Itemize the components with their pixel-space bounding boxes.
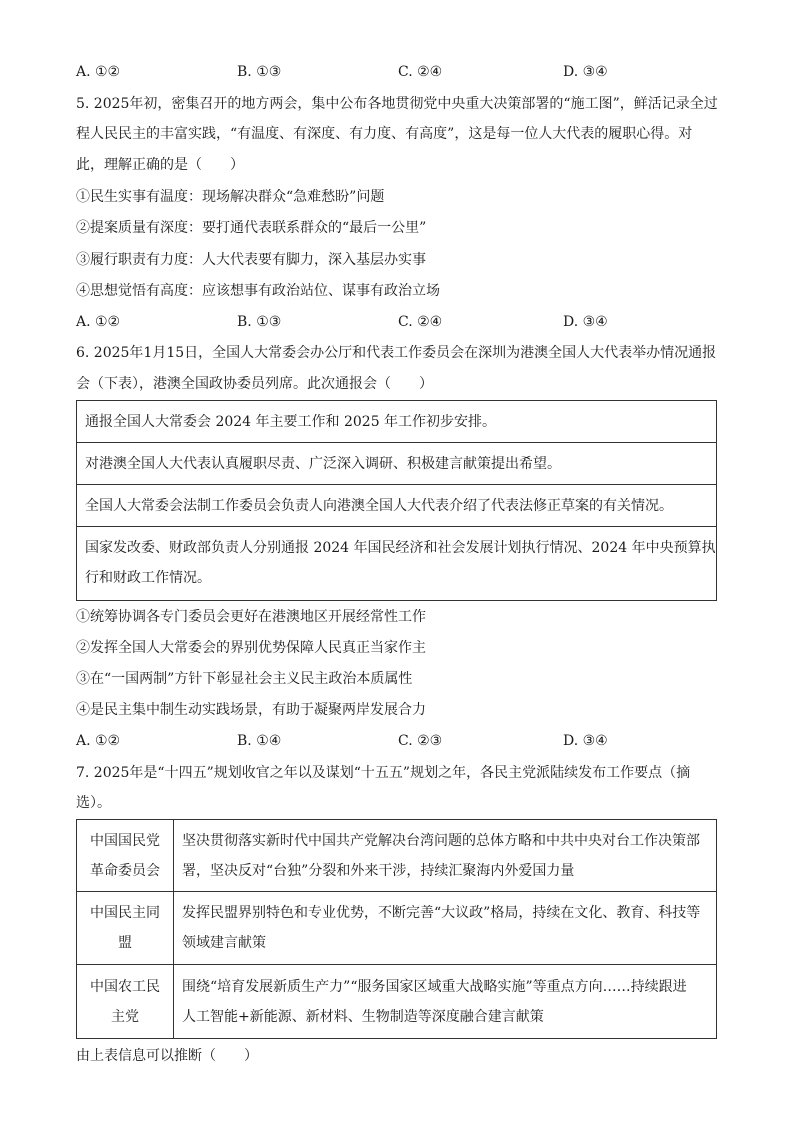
q7-text-line: 人工智能+新能源、新材料、生物制造等深度融合建言献策 xyxy=(182,1008,544,1025)
q7-text-line: 围绕“培育发展新质生产力”“服务国家区域重大战略实施”等重点方向……持续跟进 xyxy=(182,978,687,995)
q7-table xyxy=(76,819,717,1039)
q7-text-cell xyxy=(174,820,717,892)
q7-text-line: 署，坚决反对“台独”分裂和外来干涉，持续汇聚海内外爱国力量 xyxy=(182,862,575,879)
table-row xyxy=(77,892,717,965)
q6-box-row xyxy=(77,401,716,443)
q6-box-row-text: 国家发改委、财政部负责人分别通报 2024 年国民经济和社会发展计划执行情况、2024 年中央预算执 xyxy=(85,540,716,556)
table-row xyxy=(77,965,717,1039)
q5-statement-1: ①民生实事有温度：现场解决群众“急难愁盼”问题 xyxy=(76,189,385,205)
q4-option-c[interactable]: C. ②④ xyxy=(398,64,443,80)
q7-org-line: 中国农工民 xyxy=(90,978,160,995)
q5-statement-4: ④思想觉悟有高度：应该想事有政治站位、谋事有政治立场 xyxy=(76,283,440,299)
q5-statement-2: ②提案质量有深度：要打通代表联系群众的“最后一公里” xyxy=(76,220,427,236)
q6-info-box xyxy=(76,400,717,601)
q7-text-line: 坚决贯彻落实新时代中国共产党解决台湾问题的总体方略和中共中央对台工作决策部 xyxy=(182,832,700,849)
q5-option-c[interactable]: C. ②④ xyxy=(398,314,443,330)
q5-stem-line-1: 5. 2025年初，密集召开的地方两会，集中公布各地贯彻党中央重大决策部署的“施工图”，鲜活记录全过 xyxy=(76,96,718,112)
q6-option-d[interactable]: D. ③④ xyxy=(563,733,608,749)
q7-org-line: 主党 xyxy=(111,1008,139,1025)
q6-box-row-text: 通报全国人大常委会 2024 年主要工作和 2025 年工作初步安排。 xyxy=(85,414,497,430)
q6-option-b[interactable]: B. ①④ xyxy=(237,733,282,749)
q6-statement-4: ④是民主集中制生动实践场景，有助于凝聚两岸发展合力 xyxy=(76,702,426,718)
q6-option-c[interactable]: C. ②③ xyxy=(398,733,443,749)
q6-box-row xyxy=(77,485,716,527)
q6-box-row-text: 全国人大常委会法制工作委员会负责人向港澳全国人大代表介绍了代表法修正草案的有关情况。 xyxy=(85,498,673,514)
q6-box-row xyxy=(77,443,716,485)
q7-org-line: 革命委员会 xyxy=(90,862,160,879)
q7-footer: 由上表信息可以推断（ ） xyxy=(76,1048,258,1064)
q6-box-row xyxy=(77,527,716,600)
q5-statement-3: ③履行职责有力度：人大代表要有脚力，深入基层办实事 xyxy=(76,252,426,268)
q7-org-line: 中国国民党 xyxy=(90,832,160,849)
table-row xyxy=(77,820,717,892)
q7-org-line: 中国民主同 xyxy=(90,905,160,921)
q5-stem-line-3: 此，理解正确的是（ ） xyxy=(76,157,244,173)
q5-option-b[interactable]: B. ①③ xyxy=(237,314,282,330)
q4-option-b[interactable]: B. ①③ xyxy=(237,64,282,80)
q7-text-line: 领域建言献策 xyxy=(182,935,266,951)
q7-text-line: 发挥民盟界别特色和专业优势，不断完善“大议政”格局，持续在文化、教育、科技等 xyxy=(182,905,701,921)
q7-stem-line-1: 7. 2025年是“十四五”规划收官之年以及谋划“十五五”规划之年，各民主党派陆续发布工作要点（摘 xyxy=(76,765,691,781)
q6-stem-line-2: 会（下表），港澳全国政协委员列席。此次通报会（ ） xyxy=(76,376,433,392)
q6-box-row-text: 对港澳全国人大代表认真履职尽责、广泛深入调研、积极建言献策提出希望。 xyxy=(85,456,561,472)
q7-stem-line-2: 选）。 xyxy=(76,795,111,811)
q7-org-cell xyxy=(77,965,174,1039)
q6-statement-3: ③在“一国两制”方针下彰显社会主义民主政治本质属性 xyxy=(76,671,413,687)
q7-text-cell xyxy=(174,892,717,965)
q7-text-cell xyxy=(174,965,717,1039)
q5-option-d[interactable]: D. ③④ xyxy=(563,314,608,330)
q6-box-row-text: 行和财政工作情况。 xyxy=(85,570,211,586)
q6-options xyxy=(76,731,718,751)
q5-stem-line-2: 程人民民主的丰富实践，“有温度、有深度、有力度、有高度”，这是每一位人大代表的履职心得。对 xyxy=(76,126,693,142)
q6-statement-1: ①统筹协调各专门委员会更好在港澳地区开展经常性工作 xyxy=(76,609,426,625)
q6-statement-2: ②发挥全国人大常委会的界别优势保障人民真正当家作主 xyxy=(76,640,426,656)
q7-org-cell xyxy=(77,892,174,965)
q4-option-d[interactable]: D. ③④ xyxy=(563,64,608,80)
q6-stem-line-1: 6. 2025年1月15日，全国人大常委会办公厅和代表工作委员会在深圳为港澳全国人大代表举办情况通报 xyxy=(76,345,717,361)
q5-options xyxy=(76,312,718,332)
q5-option-a[interactable]: A. ①② xyxy=(76,314,121,330)
q7-org-line: 盟 xyxy=(118,935,132,951)
q6-option-a[interactable]: A. ①② xyxy=(76,733,121,749)
q7-org-cell xyxy=(77,820,174,892)
q4-options xyxy=(76,62,718,82)
q4-option-a[interactable]: A. ①② xyxy=(76,64,121,80)
